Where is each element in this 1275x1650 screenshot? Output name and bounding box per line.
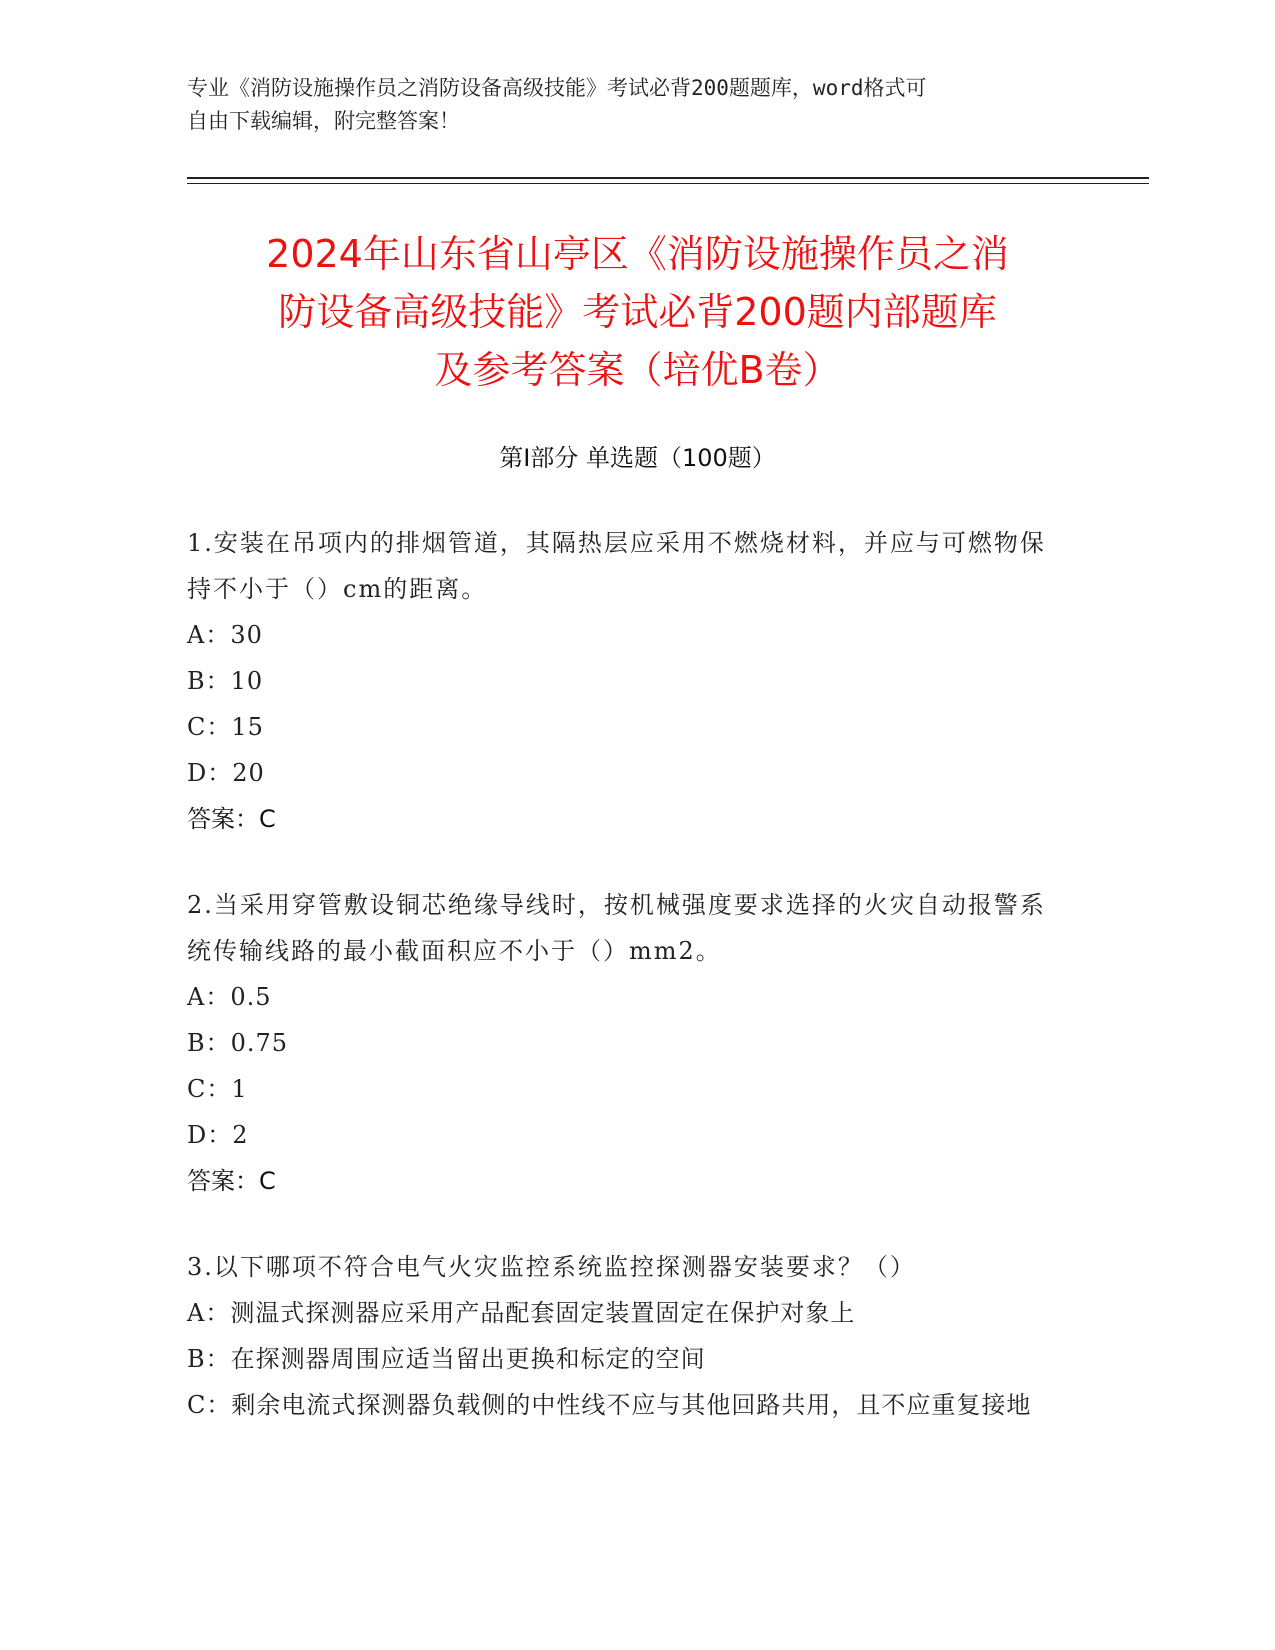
option-c: C：1	[187, 1075, 248, 1103]
option-a: A：30	[187, 621, 263, 649]
option-c: C：15	[187, 713, 264, 741]
option-b: B：在探测器周围应适当留出更换和标定的空间	[187, 1345, 706, 1373]
header-divider-thin	[187, 183, 1149, 184]
option-b: B：0.75	[187, 1029, 289, 1057]
option-b: B：10	[187, 667, 264, 695]
question-list	[187, 520, 1067, 1468]
header-note-line-1: 专业《消防设施操作员之消防设备高级技能》考试必背200题题库，word格式可	[187, 76, 927, 100]
document-title-line-3: 及参考答案（培优B卷）	[434, 348, 841, 392]
document-title	[160, 225, 1115, 399]
option-a: A：0.5	[187, 983, 272, 1011]
question-text: 3.以下哪项不符合电气火灾监控系统监控探测器安装要求？（）	[187, 1253, 916, 1281]
option-d: D：20	[187, 759, 265, 787]
document-title-line-1: 2024年山东省山亭区《消防设施操作员之消	[266, 232, 1009, 276]
question-2	[187, 882, 1067, 1204]
answer: 答案：C	[187, 805, 276, 833]
document-title-line-2: 防设备高级技能》考试必背200题内部题库	[278, 290, 997, 334]
answer: 答案：C	[187, 1167, 276, 1195]
header-divider-thick	[187, 177, 1149, 179]
header-note-line-2: 自由下载编辑，附完整答案！	[187, 109, 460, 133]
question-text: 1.安装在吊项内的排烟管道，其隔热层应采用不燃烧材料，并应与可燃物保持不小于（）cm的距离。	[187, 529, 1046, 603]
question-3	[187, 1244, 1067, 1428]
question-text: 2.当采用穿管敷设铜芯绝缘导线时，按机械强度要求选择的火灾自动报警系统传输线路的最小截面积应不小于（）mm2。	[187, 891, 1046, 965]
question-1	[187, 520, 1067, 842]
option-c: C：剩余电流式探测器负载侧的中性线不应与其他回路共用，且不应重复接地	[187, 1391, 1032, 1419]
option-a: A：测温式探测器应采用产品配套固定装置固定在保护对象上	[187, 1299, 856, 1327]
header-note	[187, 72, 1067, 138]
section-heading: 第I部分 单选题（100题）	[499, 444, 776, 472]
option-d: D：2	[187, 1121, 249, 1149]
